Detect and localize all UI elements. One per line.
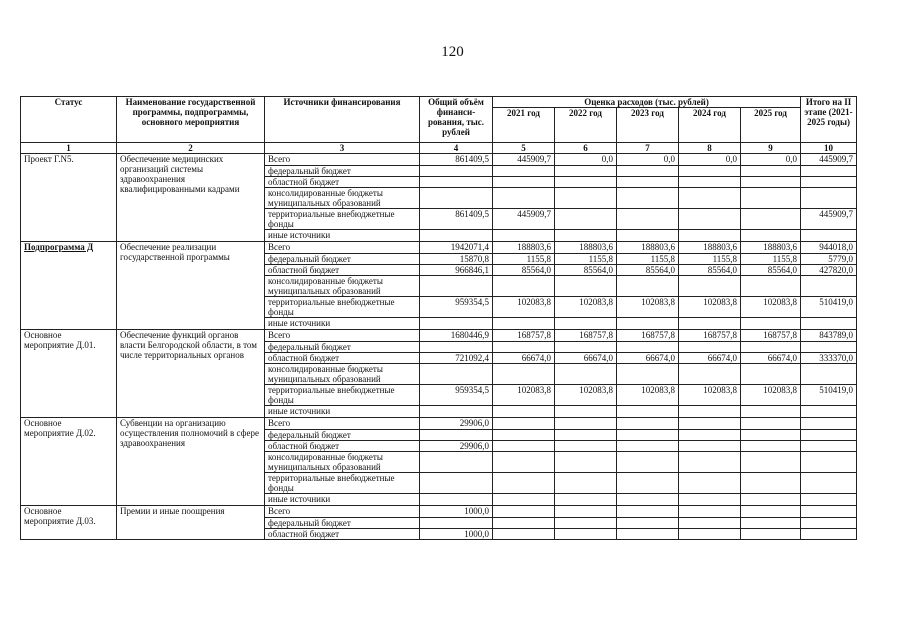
- funding-source: территориальные внебюджетные фонды: [265, 297, 420, 318]
- year-amount-cell: 102083,8: [555, 297, 617, 318]
- year-amount-cell: [617, 364, 679, 385]
- stage-total-cell: [801, 406, 857, 418]
- year-amount-cell: [555, 418, 617, 430]
- year-amount-cell: [741, 441, 801, 452]
- funding-source: областной бюджет: [265, 177, 420, 188]
- year-amount-cell: 102083,8: [617, 297, 679, 318]
- year-amount-cell: [617, 418, 679, 430]
- col-number: 7: [617, 143, 679, 154]
- year-amount-cell: [555, 188, 617, 209]
- year-amount-cell: [617, 430, 679, 441]
- row-status: Основное мероприятие Д.03.: [21, 506, 117, 540]
- year-amount-cell: [617, 230, 679, 242]
- stage-total-cell: 333370,0: [801, 353, 857, 364]
- year-amount-cell: [741, 276, 801, 297]
- year-amount-cell: [555, 406, 617, 418]
- year-amount-cell: [617, 441, 679, 452]
- total-amount-cell: 1942071,4: [420, 242, 493, 254]
- total-amount-cell: 861409,5: [420, 209, 493, 230]
- total-amount-cell: [420, 230, 493, 242]
- year-amount-cell: [741, 364, 801, 385]
- header-year: 2023 год: [617, 108, 679, 143]
- year-amount-cell: 1155,8: [679, 254, 741, 265]
- stage-total-cell: [801, 342, 857, 353]
- year-amount-cell: [741, 473, 801, 494]
- year-amount-cell: [679, 342, 741, 353]
- col-number: 9: [741, 143, 801, 154]
- stage-total-cell: [801, 430, 857, 441]
- year-amount-cell: 102083,8: [679, 385, 741, 406]
- year-amount-cell: [679, 529, 741, 540]
- year-amount-cell: [617, 473, 679, 494]
- header-result: Итого на II этапе (2021-2025 годы): [801, 97, 857, 143]
- year-amount-cell: [741, 166, 801, 177]
- table-row: [21, 506, 857, 518]
- year-amount-cell: 188803,6: [741, 242, 801, 254]
- year-amount-cell: [679, 177, 741, 188]
- row-title: Обеспечение медицинских организаций системы здравоохранения квалифицированными кадрами: [117, 154, 265, 242]
- funding-source: Всего: [265, 506, 420, 518]
- year-amount-cell: 66674,0: [493, 353, 555, 364]
- year-amount-cell: [617, 209, 679, 230]
- year-amount-cell: [679, 209, 741, 230]
- year-amount-cell: [617, 529, 679, 540]
- total-amount-cell: [420, 452, 493, 473]
- year-amount-cell: 168757,8: [493, 330, 555, 342]
- year-amount-cell: 85564,0: [493, 265, 555, 276]
- row-title: Обеспечение функций органов власти Белгородской области, в том числе территориальных органов: [117, 330, 265, 418]
- year-amount-cell: [679, 494, 741, 506]
- year-amount-cell: [741, 494, 801, 506]
- col-number: 2: [117, 143, 265, 154]
- budget-table: [20, 96, 857, 540]
- year-amount-cell: [679, 406, 741, 418]
- col-number: 8: [679, 143, 741, 154]
- funding-source: территориальные внебюджетные фонды: [265, 385, 420, 406]
- total-amount-cell: [420, 406, 493, 418]
- funding-source: консолидированные бюджеты муниципальных образований: [265, 452, 420, 473]
- total-amount-cell: 1680446,9: [420, 330, 493, 342]
- year-amount-cell: 85564,0: [555, 265, 617, 276]
- funding-source: территориальные внебюджетные фонды: [265, 209, 420, 230]
- header-row: [21, 97, 857, 108]
- stage-total-cell: [801, 177, 857, 188]
- funding-source: иные источники: [265, 494, 420, 506]
- year-amount-cell: [741, 209, 801, 230]
- funding-source: федеральный бюджет: [265, 430, 420, 441]
- total-amount-cell: [420, 518, 493, 529]
- total-amount-cell: 15870,8: [420, 254, 493, 265]
- year-amount-cell: [617, 177, 679, 188]
- year-amount-cell: [617, 452, 679, 473]
- table-body: [21, 154, 857, 540]
- year-amount-cell: 1155,8: [617, 254, 679, 265]
- total-amount-cell: 1000,0: [420, 506, 493, 518]
- year-amount-cell: 85564,0: [741, 265, 801, 276]
- header-total: Общий объём финанси-рования, тыс. рублей: [420, 97, 493, 143]
- table-row: [21, 418, 857, 430]
- funding-source: федеральный бюджет: [265, 166, 420, 177]
- stage-total-cell: 445909,7: [801, 154, 857, 166]
- year-amount-cell: [493, 406, 555, 418]
- year-amount-cell: 0,0: [741, 154, 801, 166]
- year-amount-cell: [617, 318, 679, 330]
- stage-total-cell: [801, 473, 857, 494]
- year-amount-cell: 445909,7: [493, 154, 555, 166]
- year-amount-cell: 102083,8: [741, 297, 801, 318]
- stage-total-cell: [801, 166, 857, 177]
- stage-total-cell: 843789,0: [801, 330, 857, 342]
- year-amount-cell: [741, 188, 801, 209]
- year-amount-cell: [493, 166, 555, 177]
- col-number: 6: [555, 143, 617, 154]
- year-amount-cell: 85564,0: [679, 265, 741, 276]
- funding-source: Всего: [265, 418, 420, 430]
- total-amount-cell: 861409,5: [420, 154, 493, 166]
- stage-total-cell: [801, 230, 857, 242]
- stage-total-cell: [801, 452, 857, 473]
- year-amount-cell: [555, 364, 617, 385]
- row-title: Обеспечение реализации государственной программы: [117, 242, 265, 330]
- year-amount-cell: 168757,8: [679, 330, 741, 342]
- year-amount-cell: 102083,8: [617, 385, 679, 406]
- funding-source: областной бюджет: [265, 353, 420, 364]
- year-amount-cell: [617, 518, 679, 529]
- year-amount-cell: [555, 166, 617, 177]
- row-status: Основное мероприятие Д.02.: [21, 418, 117, 506]
- col-number: 1: [21, 143, 117, 154]
- table-row: [21, 242, 857, 254]
- stage-total-cell: [801, 506, 857, 518]
- funding-source: Всего: [265, 242, 420, 254]
- year-amount-cell: [617, 406, 679, 418]
- year-amount-cell: [555, 529, 617, 540]
- year-amount-cell: [555, 342, 617, 353]
- year-amount-cell: 188803,6: [555, 242, 617, 254]
- year-amount-cell: [493, 364, 555, 385]
- header-year: 2024 год: [679, 108, 741, 143]
- year-amount-cell: 188803,6: [679, 242, 741, 254]
- header-status: Статус: [21, 97, 117, 143]
- funding-source: иные источники: [265, 230, 420, 242]
- funding-source: Всего: [265, 154, 420, 166]
- year-amount-cell: [493, 318, 555, 330]
- funding-source: иные источники: [265, 318, 420, 330]
- year-amount-cell: 102083,8: [555, 385, 617, 406]
- year-amount-cell: [741, 230, 801, 242]
- col-number: 10: [801, 143, 857, 154]
- year-amount-cell: [555, 430, 617, 441]
- year-amount-cell: [679, 441, 741, 452]
- year-amount-cell: 188803,6: [493, 242, 555, 254]
- year-amount-cell: [741, 529, 801, 540]
- year-amount-cell: [493, 452, 555, 473]
- funding-source: областной бюджет: [265, 529, 420, 540]
- total-amount-cell: [420, 342, 493, 353]
- year-amount-cell: [555, 230, 617, 242]
- funding-source: иные источники: [265, 406, 420, 418]
- year-amount-cell: [555, 177, 617, 188]
- year-amount-cell: [555, 441, 617, 452]
- year-amount-cell: [741, 518, 801, 529]
- year-amount-cell: [555, 209, 617, 230]
- total-amount-cell: [420, 494, 493, 506]
- year-amount-cell: [679, 518, 741, 529]
- funding-source: областной бюджет: [265, 265, 420, 276]
- year-amount-cell: [493, 430, 555, 441]
- row-status: Проект Г.N5.: [21, 154, 117, 242]
- total-amount-cell: [420, 166, 493, 177]
- year-amount-cell: 445909,7: [493, 209, 555, 230]
- year-amount-cell: 66674,0: [555, 353, 617, 364]
- year-amount-cell: 66674,0: [741, 353, 801, 364]
- total-amount-cell: [420, 364, 493, 385]
- year-amount-cell: [679, 166, 741, 177]
- year-amount-cell: 66674,0: [679, 353, 741, 364]
- year-amount-cell: [679, 318, 741, 330]
- year-amount-cell: [741, 318, 801, 330]
- year-amount-cell: [493, 441, 555, 452]
- stage-total-cell: [801, 188, 857, 209]
- year-amount-cell: [741, 342, 801, 353]
- column-numbers-row: [21, 143, 857, 154]
- year-amount-cell: [493, 418, 555, 430]
- year-amount-cell: [555, 494, 617, 506]
- year-amount-cell: [741, 430, 801, 441]
- year-amount-cell: [493, 506, 555, 518]
- stage-total-cell: [801, 529, 857, 540]
- stage-total-cell: 944018,0: [801, 242, 857, 254]
- total-amount-cell: 959354,5: [420, 385, 493, 406]
- header-name: Наименование государственной программы, подпрограммы, основного мероприятия: [117, 97, 265, 143]
- year-amount-cell: [493, 342, 555, 353]
- year-amount-cell: 168757,8: [617, 330, 679, 342]
- total-amount-cell: 959354,5: [420, 297, 493, 318]
- stage-total-cell: 510419,0: [801, 385, 857, 406]
- year-amount-cell: [741, 406, 801, 418]
- year-amount-cell: [679, 364, 741, 385]
- stage-total-cell: [801, 418, 857, 430]
- year-amount-cell: [679, 473, 741, 494]
- funding-source: консолидированные бюджеты муниципальных образований: [265, 364, 420, 385]
- stage-total-cell: 445909,7: [801, 209, 857, 230]
- year-amount-cell: [741, 177, 801, 188]
- year-amount-cell: [617, 342, 679, 353]
- header-sources: Источники финансирования: [265, 97, 420, 143]
- year-amount-cell: [493, 177, 555, 188]
- col-number: 5: [493, 143, 555, 154]
- stage-total-cell: [801, 318, 857, 330]
- total-amount-cell: [420, 188, 493, 209]
- year-amount-cell: [617, 188, 679, 209]
- stage-total-cell: [801, 518, 857, 529]
- year-amount-cell: 168757,8: [555, 330, 617, 342]
- total-amount-cell: [420, 318, 493, 330]
- page-number: 120: [441, 44, 464, 60]
- funding-source: федеральный бюджет: [265, 518, 420, 529]
- year-amount-cell: 0,0: [679, 154, 741, 166]
- col-number: 4: [420, 143, 493, 154]
- year-amount-cell: [741, 506, 801, 518]
- year-amount-cell: 1155,8: [555, 254, 617, 265]
- year-amount-cell: [493, 518, 555, 529]
- header-year: 2025 год: [741, 108, 801, 143]
- year-amount-cell: [555, 318, 617, 330]
- funding-source: территориальные внебюджетные фонды: [265, 473, 420, 494]
- year-amount-cell: 0,0: [617, 154, 679, 166]
- row-title: Премии и иные поощрения: [117, 506, 265, 540]
- total-amount-cell: [420, 276, 493, 297]
- table-row: [21, 330, 857, 342]
- funding-source: консолидированные бюджеты муниципальных образований: [265, 188, 420, 209]
- year-amount-cell: [555, 506, 617, 518]
- year-amount-cell: 102083,8: [741, 385, 801, 406]
- header-year: 2022 год: [555, 108, 617, 143]
- year-amount-cell: [493, 188, 555, 209]
- total-amount-cell: 966846,1: [420, 265, 493, 276]
- year-amount-cell: [493, 230, 555, 242]
- year-amount-cell: 1155,8: [741, 254, 801, 265]
- year-amount-cell: 102083,8: [493, 385, 555, 406]
- year-amount-cell: 102083,8: [679, 297, 741, 318]
- year-amount-cell: [617, 166, 679, 177]
- year-amount-cell: [555, 452, 617, 473]
- row-status: Основное мероприятие Д.01.: [21, 330, 117, 418]
- year-amount-cell: [493, 529, 555, 540]
- total-amount-cell: 29906,0: [420, 418, 493, 430]
- year-amount-cell: [555, 276, 617, 297]
- year-amount-cell: [555, 473, 617, 494]
- year-amount-cell: 85564,0: [617, 265, 679, 276]
- year-amount-cell: [679, 452, 741, 473]
- year-amount-cell: [617, 494, 679, 506]
- table-row: [21, 154, 857, 166]
- stage-total-cell: 5779,0: [801, 254, 857, 265]
- year-amount-cell: [679, 188, 741, 209]
- year-amount-cell: [679, 506, 741, 518]
- year-amount-cell: 102083,8: [493, 297, 555, 318]
- year-amount-cell: 188803,6: [617, 242, 679, 254]
- header-year: 2021 год: [493, 108, 555, 143]
- year-amount-cell: 168757,8: [741, 330, 801, 342]
- year-amount-cell: 66674,0: [617, 353, 679, 364]
- year-amount-cell: 0,0: [555, 154, 617, 166]
- year-amount-cell: [741, 452, 801, 473]
- funding-source: федеральный бюджет: [265, 342, 420, 353]
- stage-total-cell: 510419,0: [801, 297, 857, 318]
- year-amount-cell: 1155,8: [493, 254, 555, 265]
- total-amount-cell: [420, 430, 493, 441]
- stage-total-cell: [801, 364, 857, 385]
- stage-total-cell: [801, 276, 857, 297]
- year-amount-cell: [493, 276, 555, 297]
- total-amount-cell: [420, 177, 493, 188]
- funding-source: федеральный бюджет: [265, 254, 420, 265]
- year-amount-cell: [679, 418, 741, 430]
- total-amount-cell: 721092,4: [420, 353, 493, 364]
- year-amount-cell: [741, 418, 801, 430]
- funding-source: Всего: [265, 330, 420, 342]
- year-amount-cell: [555, 518, 617, 529]
- year-amount-cell: [679, 230, 741, 242]
- row-status: Подпрограмма Д: [21, 242, 117, 330]
- year-amount-cell: [617, 506, 679, 518]
- col-number: 3: [265, 143, 420, 154]
- year-amount-cell: [617, 276, 679, 297]
- funding-source: консолидированные бюджеты муниципальных образований: [265, 276, 420, 297]
- year-amount-cell: [493, 473, 555, 494]
- year-amount-cell: [679, 276, 741, 297]
- header-estimate: Оценка расходов (тыс. рублей): [493, 97, 801, 108]
- total-amount-cell: [420, 473, 493, 494]
- total-amount-cell: 29906,0: [420, 441, 493, 452]
- stage-total-cell: [801, 494, 857, 506]
- row-title: Субвенции на организацию осуществления полномочий в сфере здравоохранения: [117, 418, 265, 506]
- stage-total-cell: 427820,0: [801, 265, 857, 276]
- stage-total-cell: [801, 441, 857, 452]
- year-amount-cell: [493, 494, 555, 506]
- total-amount-cell: 1000,0: [420, 529, 493, 540]
- funding-source: областной бюджет: [265, 441, 420, 452]
- year-amount-cell: [679, 430, 741, 441]
